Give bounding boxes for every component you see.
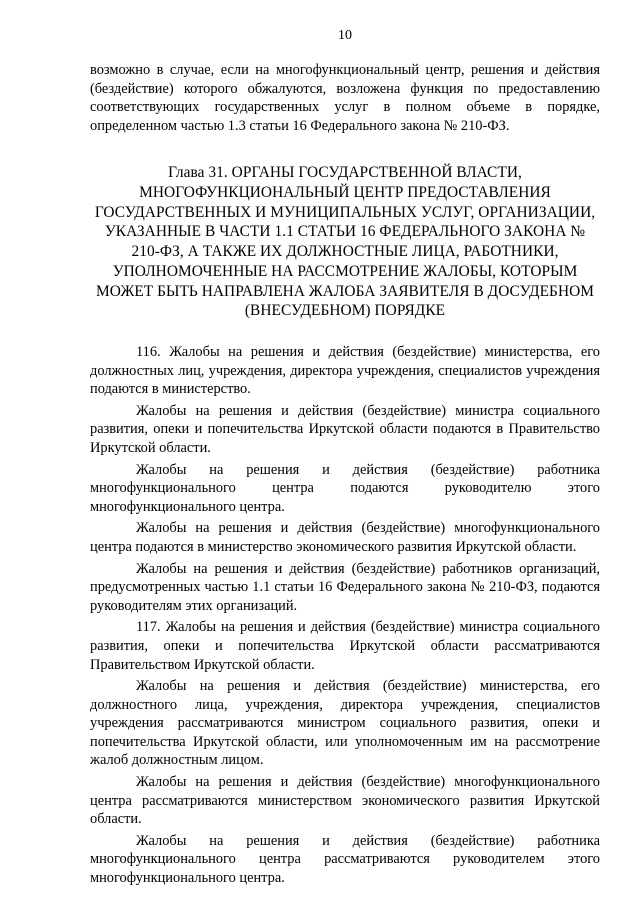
intro-paragraph: возможно в случае, если на многофункциональный центр, решения и действия (бездействие) которого обжалуются, возложена функция по предоставлению соответствующих государственных услуг в полном объеме в порядке, определенном частью 1.3 статьи 16 Федерального закона № 210-ФЗ. — [90, 62, 600, 134]
paragraph-116: 116. Жалобы на решения и действия (бездействие) министерства, его должностных лиц, учреждения, директора учреждения, специалистов учреждения подаются в министерство. — [90, 344, 600, 398]
paragraph: Жалобы на решения и действия (бездействие) министра социального развития, опеки и попечительства Иркутской области подаются в Правительство Иркутской области. — [90, 402, 600, 456]
paragraph: Жалобы на решения и действия (бездействие) многофункционального центра рассматриваются министерством экономического развития Иркутской области. — [90, 774, 600, 828]
paragraph: Жалобы на решения и действия (бездействие) министерства, его должностного лица, учреждения, директора учреждения, специалистов учреждения рассматриваются министром социального развития, опеки и попечительства Иркутской области, или уполномоченным им на рассмотрение жалоб должностным лицом. — [90, 678, 600, 769]
body-paragraphs — [90, 343, 600, 888]
paragraph: Жалобы на решения и действия (бездействие) работников организаций, предусмотренных частью 1.1 статьи 16 Федерального закона № 210-ФЗ, подаются руководителям этих организаций. — [90, 560, 600, 614]
paragraph-117: 117. Жалобы на решения и действия (бездействие) министра социального развития, опеки и попечительства Иркутской области рассматриваются Правительством Иркутской области. — [90, 619, 600, 673]
paragraph: Жалобы на решения и действия (бездействие) работника многофункционального центра рассматриваются руководителем этого многофункционального центра. — [90, 832, 600, 887]
chapter-heading: Глава 31. ОРГАНЫ ГОСУДАРСТВЕННОЙ ВЛАСТИ, МНОГОФУНКЦИОНАЛЬНЫЙ ЦЕНТР ПРЕДОСТАВЛЕНИЯ ГОСУДАРСТВЕННЫХ И МУНИЦИПАЛЬНЫХ УСЛУГ, ОРГАНИЗАЦИИ, УКАЗАННЫЕ В ЧАСТИ 1.1 СТАТЬИ 16 ФЕДЕРАЛЬНОГО ЗАКОНА № 210-ФЗ, А ТАКЖЕ ИХ ДОЛЖНОСТНЫЕ ЛИЦА, РАБОТНИКИ, УПОЛНОМОЧЕННЫЕ НА РАССМОТРЕНИЕ ЖАЛОБЫ, КОТОРЫМ МОЖЕТ БЫТЬ НАПРАВЛЕНА ЖАЛОБА ЗАЯВИТЕЛЯ В ДОСУДЕБНОМ (ВНЕСУДЕБНОМ) ПОРЯДКЕ — [94, 164, 596, 320]
paragraph: Жалобы на решения и действия (бездействие) работника многофункционального центра подаются руководителю этого многофункционального центра. — [90, 461, 600, 515]
paragraph: Жалобы на решения и действия (бездействие) многофункционального центра подаются в министерство экономического развития Иркутской области. — [90, 520, 600, 555]
page-number: 10 — [338, 28, 352, 43]
